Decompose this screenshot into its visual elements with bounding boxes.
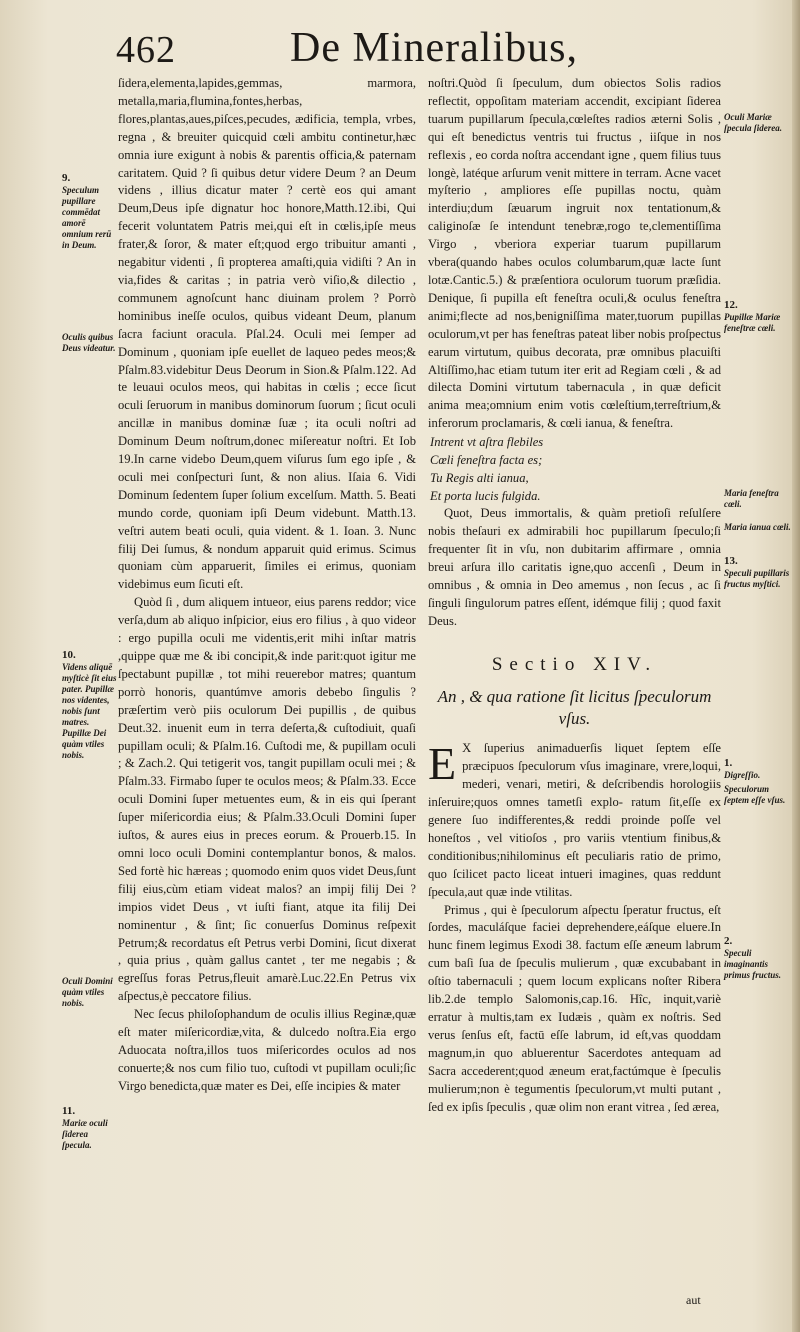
verse-line: Intrent vt aſtra flebiles bbox=[430, 435, 544, 450]
margin-note-text: Digreſſio. bbox=[724, 770, 761, 780]
margin-note-number: 11. bbox=[62, 1105, 76, 1117]
paragraph: Quòd ſi , dum aliquem intueor, eius parens reddor; vice verſa,dum ab aliquo inſpicior, eius ero filius , à quo videor : ergo pupilla oculi me videntis,erit mihi inſtar matris ,quippe quæ me & ibi concipit,& inde parit:quot igitur me ſpectabunt pupillæ , tot mihi reuerebor matres; quantum porrò honoris, quantúmve amoris debebo ſingulis ? præſertim verò piis oculorum Dei pupillis , de quibus Deut.32. inuenit eum in terra deſerta,& cuſtodiuit, quaſi pupillam oculi; & Pſalm.16. Cuſtodi me, & pupillam oculi ; & Zach.2. Qui tetigerit vos, tangit pupillam oculi mei ; & Pſalm.33. Firmabo ſuper te oculos meos; & Pſalm.33. Ecce oculi Domini ſuper metuentes eum, & in eis qui ſperant ſuper miſericordia eius; & Pſalm.33.Oculi Domini ſuper iuſtos, & aures eius in preces eorum. & Prouerb.15. In omni loco oculi Domini contemplantur bonos, & malos. Sed fortè hic hæreas ; quomodo enim quos videt Deus,ſunt filij eius,cùm etiam videat malos? an impij filij Dei ? impios videt Deus , vt iuſti fiant, atque ita filij Dei nominentur , & ſint; ſic conuerſus Dominus reſpexit Petrum;& recordatus eſt Petrus verbi Domini, ſicut dixerat , quia prius , quàm gallus cantet , ter me negabis ; & egreſſus foras Petrus,fleuit amarè.Luc.22.En Petrus vix aſpectus,è peccatore filius. bbox=[118, 595, 416, 1004]
margin-note-number: 12. bbox=[724, 299, 738, 311]
margin-note-number: 13. bbox=[724, 555, 738, 567]
paragraph-text: X ſuperius animaduerſis liquet ſeptem eſſe præcipuos ſpeculorum vſus imaginare, vrere,loqui, mederi, venari, metiri, & deſcribendis horologiis inſeruire;quos omnes tametſi explo- ratum ſit,eſſe ex genere ſuo indifferentes,& reddi proinde poſſe vel honeſtos , vel vitioſos , pro variis vtentium finibus,& conditionibus;nihilominus eſt peculiaris ratio de primo, quo ſcilicet pacto liceat intueri imagines, quas reddunt ſpecula,aut quæ inde vtilitas. bbox=[428, 741, 721, 899]
running-title: De Mineralibus, bbox=[290, 25, 578, 71]
paragraph: noſtri.Quòd ſi ſpeculum, dum obiectos Solis radios reflectit, oppoſitam materiam accendit, excipiant ſiderea tuarum pupillarum ſpecula,cœleſtes radios æterni Solis , qui eſt benedictus ventris tui fructus , iiſque in nos reflexis , eo corda noſtra accendant igne , quem filius tuus longè, latéque arſurum venit mittere in terram. Acne vacet myſterio , ampliores eſſe pupillas noctu, quàm interdiu;dum ſæuarum ingruit nox tentationum,& caliginoſæ ſe intendunt tenebræ,rogo te,clementiſſima Virgo , vberiora experiar tuarum pupillarum vbera(quando habes oculos columbarum,quæ lacte ſunt lotæ.Cantic.5.) & præſentiora oculorum tuorum præſidia. Denique, ſi pupilla eſt feneſtra oculi,& oculus feneſtra animi;flecte ad nos,benigniſſima mater,tuorum pupillas oculorum,vt per has feneſtras pateat liber nobis proſpectus earum virtutum, quibus decorata, præ omnibus placuiſti Altiſſimo,hac etiam tutum iter erit ad Regiam cœli , & ad dilecta Domini virtutum tabernacula , in quæ deficit anima mea;omnium enim votis cœleſtium,terreſtrium,& inferorum proclamaris, & cœli ianua, & feneſtra. bbox=[428, 76, 721, 431]
margin-note-text: Maria ianua cœli. bbox=[724, 522, 791, 532]
section-subtitle: An , & qua ratione ſit licitus ſpeculorum vſus. bbox=[437, 687, 712, 729]
margin-note-oculi-mariae bbox=[724, 112, 794, 134]
page-edge bbox=[792, 0, 800, 1332]
margin-note-text: Speculi imaginantis primus fructus. bbox=[724, 948, 782, 980]
margin-note-number: 2. bbox=[724, 935, 733, 947]
margin-note-number: 1. bbox=[724, 757, 733, 769]
margin-note-1 bbox=[724, 758, 794, 806]
margin-note-number: 10. bbox=[62, 649, 76, 661]
margin-note-oculi-dei bbox=[62, 976, 118, 1009]
margin-note-10 bbox=[62, 650, 118, 761]
margin-note-maria-ianua bbox=[724, 522, 794, 533]
margin-note-number: 9. bbox=[62, 172, 71, 184]
margin-note-2 bbox=[724, 936, 794, 981]
margin-note-text: Oculi Domini quàm vtiles nobis. bbox=[62, 976, 113, 1008]
paragraph: Nec ſecus philoſophandum de oculis illius Reginæ,quæ eſt mater miſericordiæ,vita, & dulcedo noſtra.Eia ergo Aduocata noſtra,illos tuos miſericordes oculos ad nos conuerte;& nos cum filio tuo, cuſtodi vt pupillam oculi;ſic Virgo benedicta,quæ mater es Dei, eſſe incipies & mater bbox=[118, 1007, 416, 1093]
margin-note-13 bbox=[724, 556, 794, 590]
margin-note-subtext: Speculorum ſeptem eſſe vſus. bbox=[724, 784, 786, 805]
hymn-verse bbox=[428, 433, 721, 505]
right-column bbox=[428, 75, 721, 1116]
margin-note-text: Speculi pupillaris fructus myſtici. bbox=[724, 568, 790, 589]
margin-note-text: Mariæ oculi ſiderea ſpecula. bbox=[62, 1118, 108, 1150]
margin-note-text: Pupillæ Mariæ feneſtræ cœli. bbox=[724, 312, 781, 333]
margin-note-text: Maria feneſtra cœli. bbox=[724, 488, 779, 509]
page-number: 462 bbox=[116, 29, 176, 71]
margin-note-9 bbox=[62, 173, 118, 251]
margin-note-12 bbox=[724, 300, 794, 334]
left-column bbox=[118, 75, 416, 1096]
margin-note-text: Speculum pupillare commēdat amorē omnium rerū in Deum. bbox=[62, 185, 112, 250]
margin-note-text: Videns aliquē myſticè ſit eius pater. Pupillæ nos videntes, nobis ſunt matres. Pupillæ Dei quàm vtiles nobis. bbox=[62, 662, 117, 760]
margin-note-maria-fenestra bbox=[724, 488, 794, 510]
section-heading: Sectio XIV. bbox=[491, 654, 658, 676]
margin-note-oculis bbox=[62, 332, 118, 354]
margin-note-text: Oculi Mariæ ſpecula ſiderea. bbox=[724, 112, 782, 133]
paragraph: Quot, Deus immortalis, & quàm pretioſi reſulſere nobis theſauri ex admirabili hoc pupillarum ſpeculo;ſi frequenter ſit in vſu, non dubitarim affirmare , omnia breui arſura illo caritatis igne,quo accenſi , Deum in omnibus , & omnia in Deo amemus , non ſecus , ac ſi ſinguli ſingulorum patres eſſent, idémque filij ; quod faxit Deus. bbox=[428, 506, 721, 628]
page-header bbox=[100, 22, 700, 72]
paragraph: Primus , qui è ſpeculorum aſpectu ſperatur fructus, eſt ſordes, maculáſque faciei deprehendere,eáſque eluere.In hunc finem legimus Exodi 38. factum eſſe æneum labrum cum baſi ſua de ſpeculis mulierum , quæ excubabant in oſtio tabernaculi ; quem locum explicans noſter Ribera lib.2.de templo Salomonis,cap.16. Hîc, inquit,variè erratur à multis,tam ex Iudæis , quàm ex noſtris. Sed verus ſenſus eſt, factū eſſe labrum, id eſt,vas quoddam magnum,in quo abluerentur Sacerdotes antequam ad Sacra accederent;quod æneum erat,factúmque è ſpeculis mulierum;non è tegumentis ſpeculorum,vt multi putant , ſed ex ipſis ſpeculis , quæ olim non erant vitrea , ſed ærea, bbox=[428, 902, 721, 1114]
verse-line: Tu Regis alti ianua, bbox=[430, 471, 529, 486]
verse-line: Cœli feneſtra facta es; bbox=[430, 453, 543, 468]
verse-line: Et porta lucis fulgida. bbox=[430, 489, 541, 504]
drop-cap: E bbox=[428, 738, 457, 790]
catchword: aut bbox=[686, 1293, 701, 1307]
margin-note-11 bbox=[62, 1106, 118, 1151]
margin-note-text: Oculis quibus Deus videatur. bbox=[62, 332, 116, 353]
paragraph-with-dropcap bbox=[428, 740, 721, 901]
paragraph: ſidera,elementa,lapides,gemmas, marmora, metalla,maria,flumina,fontes,herbas, flores,plantas,aues,piſces,pecudes, ædificia, templa, vrbes, regna , & breuiter quicquid cœli ambitu continetur,hæc omnia iure exigunt à nobis & parentis officia,& paternam caritatem. Quid ? ſi quibus detur videre Deum ? an Deum videns , illius dicatur mater ? certè eos qui amant Deum,Deus ipſe dignatur hoc honore,Matth.12.ibi, Qui fecerit voluntatem Patris mei,qui eſt in cœlis,ipſe meus frater,& ſoror, & mater eſt;quod ergo tribuitur amanti , negabitur videnti , ſi propterea amaſti,quia vidiſti ? An in via,fides & caritas ; in patria verò viſio,& dilectio , communem agnoſcunt hanc diuinam prolem ? Porrò hominibus ineſſe oculos, quibus videant Deum, planum ſacra faciunt oracula. Pſal.24. Oculi mei ſemper ad Dominum , quoniam ipſe euellet de laqueo pedes meos;& Pſalm.83.videbitur Deus Deorum in Sion.& Pſalm.122. Ad te leuaui oculos meos, qui habitas in cœlis ; ecce ſicut oculi ſeruorum in manibus dominorum ſuorum ; ſicut oculi ancillæ in manibus dominæ ſuæ ; ita oculi noſtri ad Dominum Deum noſtrum,donec miſereatur noſtri. Et Iob 19.In carne videbo Deum,quem viſurus ſum ego ipſe , & oculi mei conſpecturi ſunt, & non alius. Iſaia 6. Vidi Dominum ſedentem ſuper ſolium excelſum. Matth. 5. Beati mundo corde, quoniam ipſi Deum videbunt. Matth.13. veſtri autem beati oculi, quia vident. & 1. Ioan. 3. Nunc filij Dei ſumus, & nondum apparuit quid erimus. Scimus quoniam cùm apparuerit, ſimiles ei erimus, quoniam videbimus eum ſicuti eſt. bbox=[118, 76, 416, 592]
